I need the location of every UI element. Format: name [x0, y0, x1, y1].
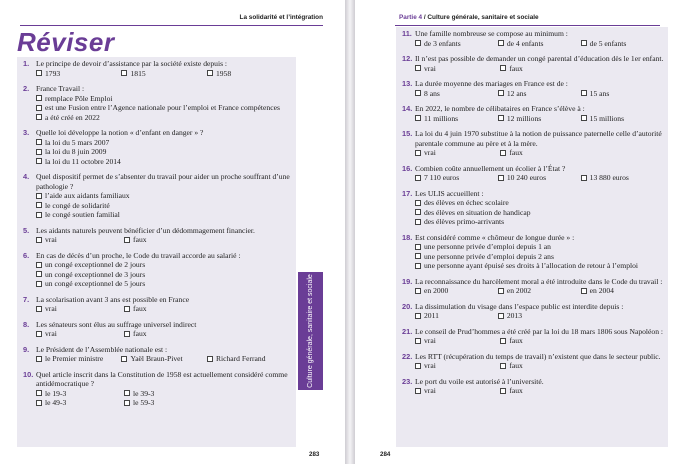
question-number: 14. [402, 104, 413, 113]
question-text: La reconnaissance du harcèlement moral a été introduite dans le Code du travail : [415, 276, 663, 286]
answer-option[interactable] [415, 173, 498, 183]
checkbox[interactable] [581, 175, 587, 181]
question-number: 19. [402, 276, 413, 286]
option-label: remplace Pôle Emploi [45, 93, 113, 103]
answer-option[interactable] [415, 261, 666, 271]
checkbox[interactable] [498, 313, 504, 319]
question-15 [402, 129, 666, 158]
running-head [399, 14, 539, 21]
option-row [36, 235, 295, 245]
question-number: 2. [23, 84, 30, 93]
option-row [415, 386, 666, 396]
option-label: faux [133, 304, 147, 313]
answer-option[interactable] [500, 361, 585, 371]
checkbox[interactable] [36, 70, 42, 76]
question-23 [402, 377, 666, 396]
question-number: 6. [23, 250, 30, 260]
answer-option[interactable] [121, 354, 206, 364]
answer-option[interactable] [498, 89, 581, 99]
question-number: 18. [402, 232, 413, 242]
section-tab [298, 272, 323, 390]
answer-option[interactable] [415, 386, 500, 396]
answer-option[interactable] [415, 217, 666, 227]
checkbox[interactable] [36, 281, 42, 287]
question-number: 22. [402, 351, 413, 361]
option-label: de 5 enfants [589, 38, 627, 48]
question-number: 23. [402, 376, 413, 386]
page-number: 283 [309, 451, 320, 458]
option-label: le 19-3 [45, 388, 67, 398]
option-row [36, 69, 295, 79]
checkbox[interactable] [36, 356, 42, 362]
checkbox[interactable] [36, 105, 42, 111]
option-row [36, 329, 295, 339]
question-5 [23, 226, 295, 245]
checkbox[interactable] [36, 306, 42, 312]
option-label: 1793 [45, 68, 61, 78]
question-list [402, 29, 666, 402]
checkbox[interactable] [500, 388, 506, 394]
question-text: Le principe de devoir d’assistance par la société existe depuis : [36, 59, 228, 68]
checkbox[interactable] [498, 115, 504, 121]
option-label: vrai [424, 148, 436, 157]
running-head-part: Partie 4 [399, 14, 423, 21]
checkbox[interactable] [207, 356, 213, 362]
answer-option[interactable] [121, 69, 206, 79]
checkbox[interactable] [415, 90, 421, 96]
answer-option[interactable] [36, 94, 295, 104]
answer-option[interactable] [415, 89, 498, 99]
option-label: en 2002 [506, 286, 532, 295]
answer-option[interactable] [207, 69, 292, 79]
answer-option[interactable] [36, 304, 124, 314]
book-gutter [345, 0, 355, 464]
option-label: un congé exceptionnel de 3 jours [45, 269, 146, 279]
question-14 [402, 104, 666, 123]
checkbox[interactable] [415, 388, 421, 394]
option-label: vrai [424, 63, 436, 73]
checkbox[interactable] [415, 288, 421, 294]
option-label: vrai [424, 386, 436, 395]
checkbox[interactable] [36, 271, 42, 277]
question-text: Le conseil de Prud’hommes a été créé par la loi du 18 mars 1806 sous Napoléon : [415, 326, 663, 336]
checkbox[interactable] [500, 150, 506, 156]
question-text: La dissimulation du visage dans l’espace public est interdite depuis : [415, 301, 624, 311]
answer-option[interactable] [415, 252, 666, 262]
checkbox[interactable] [36, 212, 42, 218]
checkbox[interactable] [124, 390, 130, 396]
option-row [415, 64, 666, 74]
question-6 [23, 251, 295, 289]
option-label: 2013 [506, 311, 523, 320]
option-label: une personne privée d’emploi depuis 1 an [424, 242, 551, 251]
option-label: faux [509, 361, 523, 370]
checkbox[interactable] [121, 356, 127, 362]
question-number: 5. [23, 225, 30, 235]
answer-option[interactable] [36, 138, 295, 148]
answer-option[interactable] [36, 389, 124, 399]
page-title: Réviser [17, 27, 115, 57]
option-label: vrai [45, 329, 57, 338]
option-label: 1958 [215, 68, 232, 78]
answer-option[interactable] [498, 114, 581, 124]
running-head-rest: / Culture générale, sanitaire et sociale [422, 14, 539, 21]
question-text: Quelle loi développe la notion « d’enfant en danger » ? [36, 128, 204, 137]
answer-option[interactable] [581, 114, 664, 124]
checkbox[interactable] [581, 115, 587, 121]
question-20 [402, 302, 666, 321]
checkbox[interactable] [415, 263, 421, 269]
option-label: 11 millions [424, 113, 459, 123]
answer-option[interactable] [415, 64, 500, 74]
checkbox[interactable] [124, 237, 130, 243]
question-12 [402, 54, 666, 73]
option-label: 12 ans [506, 88, 527, 98]
option-list [36, 138, 295, 167]
question-10 [23, 370, 295, 408]
option-label: vrai [424, 361, 436, 370]
answer-option[interactable] [36, 235, 124, 245]
question-number: 1. [23, 59, 30, 68]
option-label: le 39-3 [133, 388, 155, 398]
option-label: 15 ans [589, 88, 610, 98]
answer-option[interactable] [36, 69, 121, 79]
checkbox[interactable] [500, 65, 506, 71]
option-row [415, 361, 666, 371]
option-label: faux [509, 63, 523, 73]
checkbox[interactable] [415, 244, 421, 250]
question-text: Combien coûte annuellement un écolier à l’État ? [415, 163, 566, 173]
answer-option[interactable] [36, 113, 295, 123]
question-text: Il n’est pas possible de demander un congé parental d’éducation dès le 1er enfant. [415, 54, 664, 63]
answer-option[interactable] [498, 39, 581, 49]
question-text: Les sénateurs sont élus au suffrage universel indirect [36, 319, 197, 329]
checkbox[interactable] [124, 400, 130, 406]
answer-option[interactable] [36, 329, 124, 339]
checkbox[interactable] [415, 313, 421, 319]
answer-option[interactable] [415, 114, 498, 124]
checkbox[interactable] [415, 338, 421, 344]
checkbox[interactable] [415, 150, 421, 156]
question-number: 21. [402, 326, 413, 336]
question-number: 7. [23, 294, 30, 304]
checkbox[interactable] [36, 95, 42, 101]
section-tab-label: Culture générale, sanitaire et sociale [306, 274, 314, 388]
option-label: 7 110 euros [424, 173, 460, 182]
question-11 [402, 29, 666, 48]
answer-option[interactable] [415, 39, 498, 49]
answer-option[interactable] [500, 64, 585, 74]
option-label: faux [133, 329, 147, 338]
option-label: 15 millions [589, 113, 625, 123]
checkbox[interactable] [498, 40, 504, 46]
answer-option[interactable] [581, 173, 664, 183]
question-number: 8. [23, 319, 30, 329]
question-text: La loi du 4 juin 1970 substitue à la notion de puissance paternelle celle d’autorité parentale commune au père et à la mère. [415, 129, 662, 148]
option-label: est une Fusion entre l’Agence nationale pour l’emploi et France compétences [45, 103, 280, 112]
option-list [415, 198, 666, 227]
question-17 [402, 189, 666, 227]
question-18 [402, 233, 666, 271]
option-label: la loi du 5 mars 2007 [45, 137, 110, 147]
option-label: 12 millions [506, 113, 542, 123]
option-label: a été créé en 2022 [45, 112, 100, 122]
answer-option[interactable] [124, 329, 212, 339]
option-list [36, 191, 295, 220]
option-row [415, 114, 666, 124]
option-row [415, 148, 666, 158]
checkbox[interactable] [581, 288, 587, 294]
option-row [36, 398, 295, 408]
question-1 [23, 59, 295, 78]
question-number: 3. [23, 128, 30, 137]
answer-option[interactable] [498, 311, 581, 321]
checkbox[interactable] [415, 115, 421, 121]
answer-option[interactable] [124, 304, 212, 314]
question-4 [23, 172, 295, 220]
question-text: Le Président de l’Assemblée nationale est : [36, 344, 168, 354]
option-label: 13 880 euros [589, 173, 629, 182]
option-row [36, 304, 295, 314]
page-number: 284 [380, 451, 391, 458]
answer-option[interactable] [415, 208, 666, 218]
question-19 [402, 277, 666, 296]
answer-option[interactable] [415, 286, 498, 296]
checkbox[interactable] [581, 40, 587, 46]
option-row [415, 311, 666, 321]
question-number: 9. [23, 344, 30, 354]
answer-option[interactable] [415, 336, 500, 346]
checkbox[interactable] [415, 40, 421, 46]
option-label: le 59-3 [133, 398, 155, 407]
question-number: 17. [402, 188, 413, 198]
option-label: 10 240 euros [506, 173, 547, 182]
option-label: de 4 enfants [506, 38, 544, 48]
checkbox[interactable] [207, 70, 213, 76]
option-label: la loi du 11 octobre 2014 [45, 156, 121, 166]
question-text: Les aidants naturels peuvent bénéficier d’un dédommagement financier. [36, 225, 255, 235]
checkbox[interactable] [415, 65, 421, 71]
option-label: faux [509, 386, 523, 395]
checkbox[interactable] [124, 306, 130, 312]
option-list [415, 242, 666, 271]
question-text: France Travail : [36, 84, 85, 93]
question-text: Les RTT (récupération du temps de travail) n’existent que dans le secteur public. [415, 351, 661, 361]
option-list [36, 260, 295, 289]
option-label: le congé soutien familial [45, 210, 120, 219]
answer-option[interactable] [207, 354, 292, 364]
question-number: 16. [402, 163, 413, 173]
option-row [415, 89, 666, 99]
option-list [36, 94, 295, 123]
option-label: des élèves en échec scolaire [424, 198, 509, 207]
answer-option[interactable] [581, 286, 664, 296]
checkbox[interactable] [124, 331, 130, 337]
answer-option[interactable] [500, 148, 585, 158]
answer-option[interactable] [36, 201, 295, 211]
checkbox[interactable] [498, 175, 504, 181]
question-7 [23, 295, 295, 314]
option-label: de 3 enfants [424, 38, 461, 48]
answer-option[interactable] [36, 398, 124, 408]
option-label: vrai [45, 304, 57, 313]
question-number: 15. [402, 129, 413, 138]
option-label: Richard Ferrand [215, 354, 266, 363]
checkbox[interactable] [121, 70, 127, 76]
option-label: un congé exceptionnel de 2 jours [45, 260, 146, 269]
question-text: Est considéré comme « chômeur de longue durée » : [415, 232, 575, 242]
question-number: 10. [23, 369, 34, 379]
answer-option[interactable] [500, 386, 585, 396]
left-page [0, 0, 345, 464]
option-label: l’aide aux aidants familiaux [45, 191, 130, 200]
option-label: vrai [45, 235, 57, 244]
answer-option[interactable] [124, 235, 212, 245]
option-label: 2011 [424, 311, 439, 320]
checkbox[interactable] [581, 90, 587, 96]
question-number: 20. [402, 301, 413, 311]
checkbox[interactable] [36, 114, 42, 120]
checkbox[interactable] [415, 363, 421, 369]
answer-option[interactable] [581, 39, 664, 49]
header-rule [395, 25, 660, 26]
option-label: une personne privée d’emploi depuis 2 ans [424, 251, 554, 261]
option-row [415, 336, 666, 346]
checkbox[interactable] [36, 400, 42, 406]
answer-option[interactable] [415, 198, 666, 208]
answer-option[interactable] [498, 286, 581, 296]
option-label: 8 ans [424, 88, 440, 98]
option-label: le 49-3 [45, 398, 67, 407]
checkbox[interactable] [415, 175, 421, 181]
question-number: 12. [402, 54, 413, 63]
checkbox[interactable] [500, 363, 506, 369]
question-list [23, 59, 295, 414]
option-label: en 2000 [424, 286, 449, 295]
option-label: la loi du 8 juin 2009 [45, 147, 107, 156]
answer-option[interactable] [124, 398, 212, 408]
answer-option[interactable] [500, 336, 585, 346]
answer-option[interactable] [36, 103, 295, 113]
option-label: des élèves en situation de handicap [424, 207, 531, 217]
checkbox[interactable] [415, 219, 421, 225]
option-row [415, 173, 666, 183]
checkbox[interactable] [415, 253, 421, 259]
option-row [36, 354, 295, 364]
answer-option[interactable] [36, 191, 295, 201]
question-number: 11. [402, 29, 412, 38]
option-label: une personne ayant épuisé ses droits à l’allocation de retour à l’emploi [424, 261, 639, 270]
option-label: faux [509, 148, 523, 157]
question-text: La durée moyenne des mariages en France est de : [415, 79, 568, 88]
answer-option[interactable] [415, 148, 500, 158]
checkbox[interactable] [36, 331, 42, 337]
answer-option[interactable] [415, 311, 498, 321]
answer-option[interactable] [415, 361, 500, 371]
question-text: Les ULIS accueillent : [415, 188, 484, 198]
question-text: Quel article inscrit dans la Constitution de 1958 est actuellement considéré comme antidémocratique ? [36, 369, 288, 388]
option-label: le Premier ministre [45, 354, 104, 363]
checkbox[interactable] [498, 90, 504, 96]
option-label: Yaël Braun-Pivet [130, 354, 183, 363]
option-row [415, 286, 666, 296]
question-21 [402, 327, 666, 346]
running-head: La solidarité et l’intégration [239, 14, 323, 21]
header-rule [20, 25, 323, 26]
answer-option[interactable] [36, 157, 295, 167]
checkbox[interactable] [36, 237, 42, 243]
question-9 [23, 345, 295, 364]
answer-option[interactable] [36, 279, 295, 289]
question-2 [23, 84, 295, 122]
question-3 [23, 128, 295, 166]
right-page [355, 0, 700, 464]
answer-option[interactable] [415, 242, 666, 252]
option-label: faux [509, 336, 523, 345]
option-label: vrai [424, 336, 436, 345]
question-number: 13. [402, 79, 413, 88]
question-text: Une famille nombreuse se compose au minimum : [415, 29, 568, 38]
answer-option[interactable] [498, 173, 581, 183]
question-text: En cas de décès d’un proche, le Code du travail accorde au salarié : [36, 250, 241, 260]
answer-option[interactable] [581, 89, 664, 99]
checkbox[interactable] [415, 209, 421, 215]
question-8 [23, 320, 295, 339]
answer-option[interactable] [36, 270, 295, 280]
answer-option[interactable] [36, 354, 121, 364]
checkbox[interactable] [36, 202, 42, 208]
option-label: faux [133, 235, 147, 244]
question-text: La scolarisation avant 3 ans est possible en France [36, 294, 190, 304]
option-row [415, 39, 666, 49]
checkbox[interactable] [36, 390, 42, 396]
question-text: Quel dispositif permet de s’absenter du travail pour aider un proche souffrant d’une pathologie ? [36, 172, 290, 191]
question-16 [402, 164, 666, 183]
option-label: un congé exceptionnel de 5 jours [45, 279, 146, 288]
checkbox[interactable] [36, 262, 42, 268]
option-label: des élèves primo-arrivants [424, 217, 505, 226]
question-text: En 2022, le nombre de célibataires en France s’élève à : [415, 104, 585, 113]
checkbox[interactable] [498, 288, 504, 294]
option-label: en 2004 [589, 286, 614, 295]
answer-option[interactable] [36, 260, 295, 270]
checkbox[interactable] [500, 338, 506, 344]
checkbox[interactable] [415, 200, 421, 206]
checkbox[interactable] [36, 149, 42, 155]
option-label: le congé de solidarité [45, 200, 110, 210]
option-label: 1815 [130, 68, 146, 78]
question-number: 4. [23, 172, 30, 181]
answer-option[interactable] [36, 210, 295, 220]
question-22 [402, 352, 666, 371]
option-row [36, 389, 295, 399]
question-text: Le port du voile est autorisé à l’université. [415, 376, 544, 386]
checkbox[interactable] [36, 139, 42, 145]
answer-option[interactable] [36, 147, 295, 157]
question-13 [402, 79, 666, 98]
answer-option[interactable] [124, 389, 212, 399]
checkbox[interactable] [36, 193, 42, 199]
checkbox[interactable] [36, 158, 42, 164]
